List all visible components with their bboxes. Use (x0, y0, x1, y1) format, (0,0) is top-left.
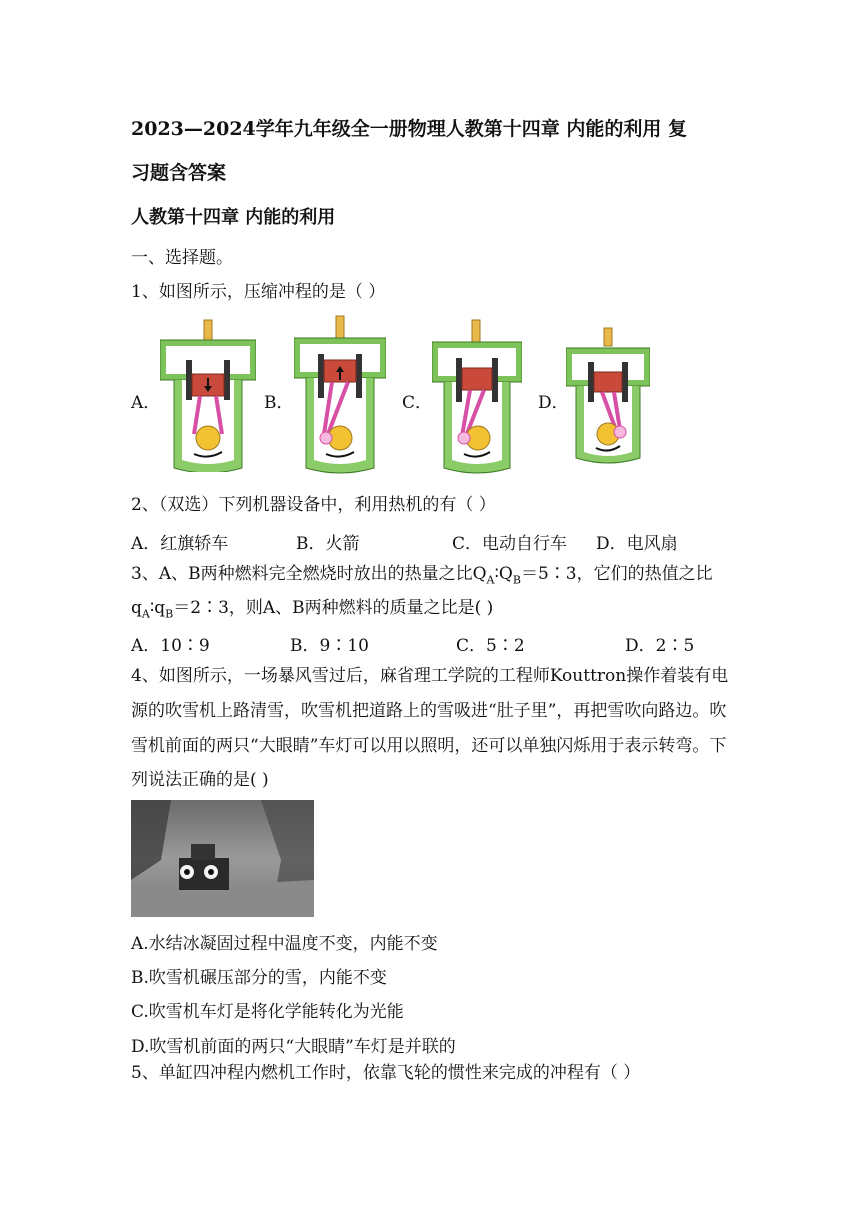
q3-stem-line1: 3、A、B两种燃料完全燃烧时放出的热量之比$Q_A∶Q_B=5∶3$，它们的热值之比 (131, 564, 713, 587)
engine-diagram-a (160, 318, 256, 472)
q1-stem: 1、如图所示，压缩冲程的是（ ） (131, 282, 386, 302)
q1-option-d-label: D． (538, 393, 569, 413)
q1-option-c-label: C． (402, 393, 433, 413)
q4-stem-line2: 源的吹雪机上路清雪，吹雪机把道路上的雪吸进“肚子里”，再把雪吹向路边。吹 (131, 701, 727, 721)
doc-title-line2: 习题含答案 (131, 162, 227, 184)
chapter-heading: 人教第十四章 内能的利用 (131, 207, 336, 228)
q3-option-d: D．2∶5 (625, 636, 695, 656)
q4-option-d: D.吹雪机前面的两只“大眼睛”车灯是并联的 (131, 1037, 456, 1057)
q3-stem-line2: $q_A∶q_B=2∶3$，则A、B两种燃料的质量之比是( ) (131, 598, 494, 621)
q3-option-a: A．10∶9 (131, 636, 210, 656)
engine-diagram-b (294, 314, 386, 474)
q4-option-c: C.吹雪机车灯是将化学能转化为光能 (131, 1002, 404, 1022)
q4-stem-line4: 列说法正确的是( ) (131, 770, 269, 790)
q4-option-a: A.水结冰凝固过程中温度不变，内能不变 (131, 934, 438, 954)
engine-diagram-d (566, 326, 650, 466)
snowblower-photo (131, 800, 314, 917)
q3-option-c: C．5∶2 (456, 636, 525, 656)
q2-option-a: A．红旗轿车 (131, 534, 229, 554)
q2-option-b: B．火箭 (296, 534, 360, 554)
q5-stem: 5、单缸四冲程内燃机工作时，依靠飞轮的惯性来完成的冲程有（ ） (131, 1063, 641, 1083)
q2-option-d: D．电风扇 (596, 534, 678, 554)
section-heading: 一、选择题。 (131, 248, 233, 268)
q4-stem-line1: 4、如图所示，一场暴风雪过后，麻省理工学院的工程师Kouttron操作着装有电 (131, 666, 729, 686)
q2-option-c: C．电动自行车 (452, 534, 568, 554)
engine-diagram-c (432, 318, 522, 474)
q4-option-b: B.吹雪机碾压部分的雪，内能不变 (131, 968, 387, 988)
q1-option-a-label: A． (131, 393, 161, 413)
q3-option-b: B．9∶10 (290, 636, 369, 656)
q2-stem: 2、（双选）下列机器设备中，利用热机的有（ ） (131, 495, 496, 515)
q4-stem-line3: 雪机前面的两只“大眼睛”车灯可以用以照明，还可以单独闪烁用于表示转弯。下 (131, 736, 727, 756)
doc-title-line1: 2023—2024学年九年级全一册物理人教第十四章 内能的利用 复 (131, 118, 687, 140)
q1-option-b-label: B． (264, 393, 294, 413)
